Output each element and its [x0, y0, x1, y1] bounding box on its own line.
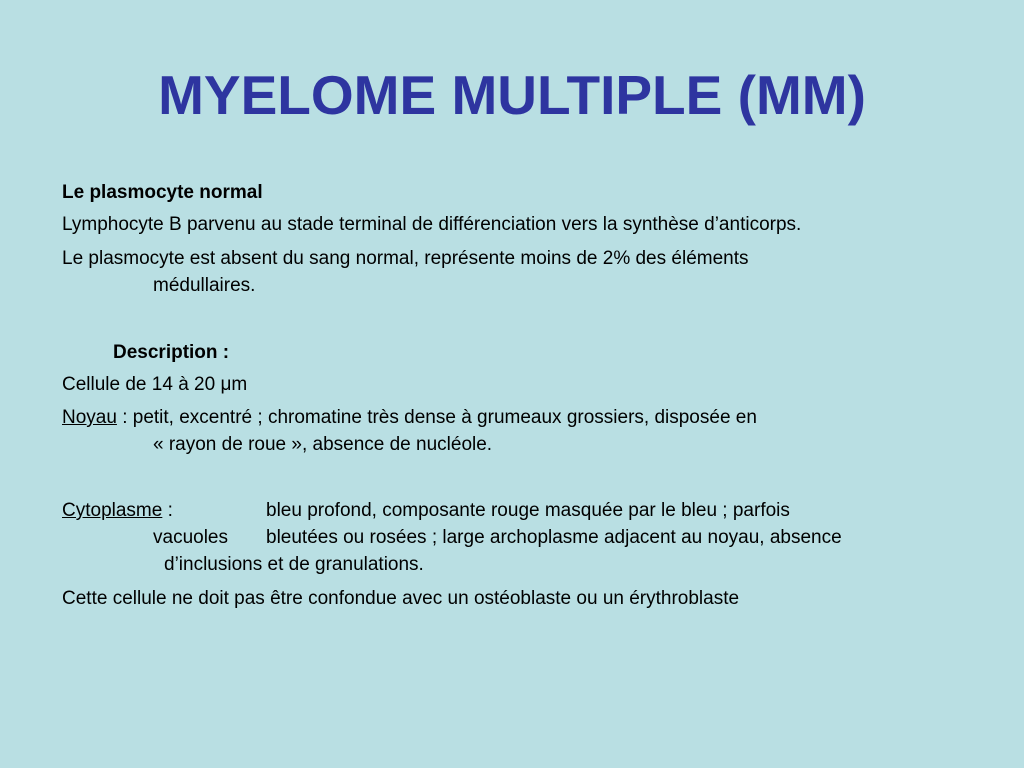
cytoplasme-text-b: bleutées ou rosées ; large archoplasme adjacent au noyau, absence [266, 527, 842, 548]
cytoplasme-vacuoles: vacuoles [153, 527, 228, 548]
cytoplasme-line [62, 498, 173, 524]
paragraph-plasmocyte-a: Le plasmocyte est absent du sang normal, représente moins de 2% des éléments [62, 248, 749, 269]
cytoplasme-text-a: bleu profond, composante rouge masquée par le bleu ; parfois [266, 500, 790, 521]
closing-statement: Cette cellule ne doit pas être confondue avec un ostéoblaste ou un érythroblaste [62, 588, 740, 609]
noyau-text: : petit, excentré ; chromatine très dense à grumeaux grossiers, disposée en [116, 407, 757, 428]
cytoplasme-label: Cytoplasme [62, 500, 163, 521]
slide-title: MYELOME MULTIPLE (MM) [158, 64, 866, 126]
section-heading: Le plasmocyte normal [62, 182, 263, 203]
noyau-text-continued: « rayon de roue », absence de nucléole. [153, 434, 493, 455]
paragraph-plasmocyte-b: médullaires. [153, 275, 256, 296]
noyau-label: Noyau [62, 407, 117, 428]
description-heading: Description : [113, 342, 230, 363]
noyau-line [62, 405, 757, 431]
cell-size-text: Cellule de 14 à 20 μm [62, 374, 248, 395]
cytoplasme-text-c: d’inclusions et de granulations. [164, 554, 424, 575]
paragraph-lymphocyte: Lymphocyte B parvenu au stade terminal de différenciation vers la synthèse d’anticorps. [62, 214, 802, 235]
cytoplasme-colon: : [162, 500, 173, 521]
